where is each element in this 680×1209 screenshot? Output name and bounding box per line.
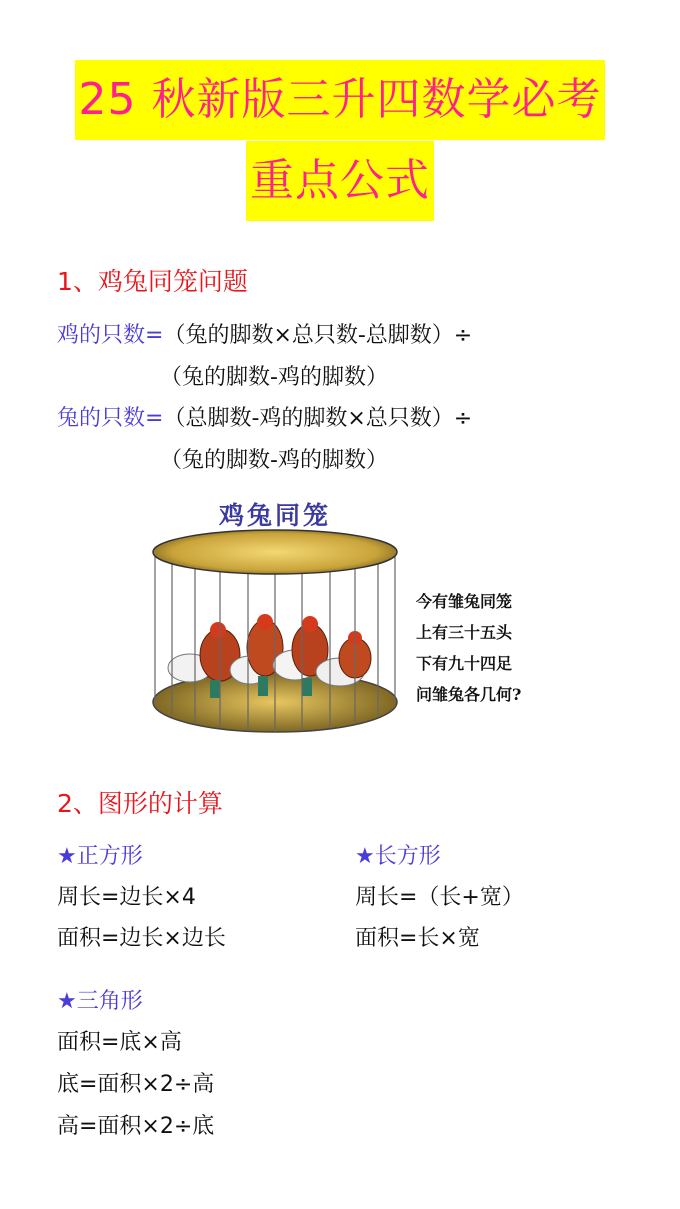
title-line-2 <box>0 141 680 221</box>
square-perimeter: 周长=边长×4 <box>57 885 196 910</box>
square-heading: ★正方形 <box>57 844 143 869</box>
page-subtitle: 重点公式 <box>246 141 434 221</box>
chicken-formula-part2: （兔的脚数-鸡的脚数） <box>160 365 388 390</box>
illustration-poem <box>416 586 521 710</box>
rabbit-count-label: 兔的只数= <box>57 406 164 431</box>
poem-line: 上有三十五头 <box>416 623 513 642</box>
poem-line: 问雏兔各几何? <box>416 685 522 704</box>
triangle-base: 底=面积×2÷高 <box>57 1072 215 1097</box>
page-title: 25 秋新版三升四数学必考 <box>75 60 606 140</box>
title-line-1 <box>0 60 680 140</box>
chicken-count-label: 鸡的只数= <box>57 323 164 348</box>
chicken-formula-line <box>57 318 472 349</box>
rectangle-perimeter: 周长=（长+宽） <box>355 885 524 910</box>
rabbit-formula-part2: （兔的脚数-鸡的脚数） <box>160 448 388 473</box>
rabbit-formula-line <box>57 401 472 432</box>
illustration-title: 鸡兔同笼 <box>218 501 331 530</box>
poem-line: 下有九十四足 <box>416 654 513 673</box>
square-area: 面积=边长×边长 <box>57 926 226 951</box>
chicken-formula-part1: （兔的脚数×总只数-总脚数）÷ <box>163 323 473 348</box>
cage-lid <box>153 530 397 574</box>
rectangle-heading: ★长方形 <box>355 844 441 869</box>
triangle-heading: ★三角形 <box>57 989 143 1014</box>
rectangle-area: 面积=长×宽 <box>355 926 480 951</box>
chicken-rabbit-cage-illustration <box>150 490 550 740</box>
cage-drawing <box>150 490 410 740</box>
triangle-area: 面积=底×高 <box>57 1030 182 1055</box>
triangle-height: 高=面积×2÷底 <box>57 1114 215 1139</box>
poem-line: 今有雏兔同笼 <box>416 592 513 611</box>
section-heading-shapes: 2、图形的计算 <box>57 789 223 818</box>
section-heading-chicken-rabbit: 1、鸡兔同笼问题 <box>57 267 248 296</box>
rabbit-formula-part1: （总脚数-鸡的脚数×总只数）÷ <box>163 406 473 431</box>
